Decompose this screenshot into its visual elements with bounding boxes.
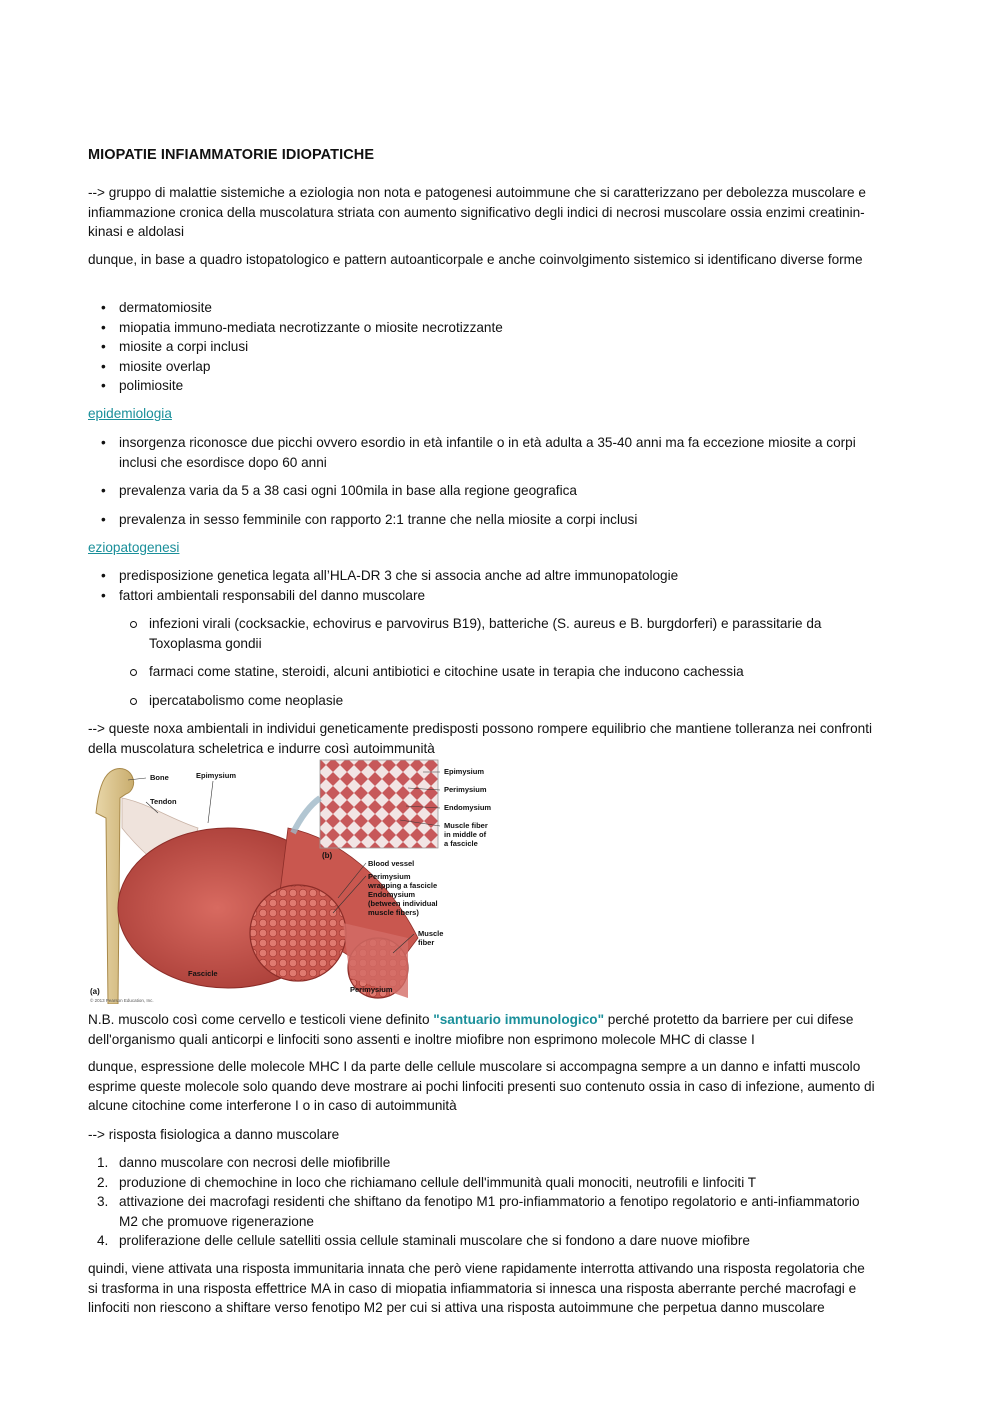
label-fiber-b-1: Muscle fiber	[444, 821, 488, 830]
list-item: 4. proliferazione delle cellule satelliti ossia cellule staminali muscolare che si fondono a dare nuove miofibre	[97, 1233, 750, 1248]
label-fiber-b-3: a fascicle	[444, 839, 478, 848]
list-item: • fattori ambientali responsabili del danno muscolare	[88, 586, 878, 606]
label-endomysium-2: (between individual	[368, 899, 438, 908]
list-item: • insorgenza riconosce due picchi ovvero esordio in età infantile o in età adulta a 35-40 anni ma fa eccezione miosite a corpi inclusi che esordisce dopo 60 anni	[88, 433, 878, 472]
immunological-sanctuary-highlight: "santuario immunologico"	[433, 1012, 605, 1027]
noxa-paragraph: --> queste noxa ambientali in individui geneticamente predisposti possono rompere equilibrio che mantiene tolleranza nei confronti della muscolatura scheletrica e indurre così autoimmunità	[88, 721, 872, 756]
label-panel-a: (a)	[90, 987, 100, 996]
sub-list-item: farmaci come statine, steroidi, alcuni antibiotici e citochine usate in terapia che inducono cachessia	[88, 662, 878, 682]
conclusion-paragraph: quindi, viene attivata una risposta immunitaria innata che però viene rapidamente interrotta attivando una risposta regolatoria che si trasforma in una risposta effettrice MA in caso di miopatia infiammatoria si innesca una risposta aberrante perché macrofagi e linfociti non riescono a shiftare verso fenotipo M2 per cui si attiva una risposta autoimmune che perpetua danno muscolare	[88, 1261, 865, 1315]
label-fascicle: Fascicle	[188, 969, 218, 978]
label-epimysium-a: Epimysium	[196, 771, 237, 780]
forms-intro-paragraph: dunque, in base a quadro istopatologico e pattern autoanticorpale e anche coinvolgimento sistemico si identificano diverse forme	[88, 252, 863, 267]
page-title: MIOPATIE INFIAMMATORIE IDIOPATICHE	[88, 147, 375, 163]
label-muscle-fiber-2: fiber	[418, 938, 435, 947]
sub-list-item: infezioni virali (cocksackie, echovirus e parvovirus B19), batteriche (S. aureus e B. burgdorferi) e parassitarie da Toxoplasma gondii	[88, 614, 878, 653]
list-item: • dermatomiosite	[88, 298, 878, 318]
response-intro: --> risposta fisiologica a danno muscolare	[88, 1127, 340, 1142]
list-item: • predisposizione genetica legata all’HLA-DR 3 che si associa anche ad altre immunopatologie	[88, 566, 878, 586]
label-panel-b: (b)	[322, 851, 333, 860]
sub-list-item: ipercatabolismo come neoplasie	[88, 691, 878, 711]
list-item: 2. produzione di chemochine in loco che richiamano cellule dell'immunità quali monociti, neutrofili e linfociti T	[97, 1174, 757, 1190]
list-item: • miosite a corpi inclusi	[88, 337, 878, 357]
list-item: • miopatia immuno-mediata necrotizzante o miosite necrotizzante	[88, 318, 878, 338]
figure-copyright: © 2013 Pearson Education, Inc.	[90, 998, 154, 1003]
forms-list	[88, 298, 878, 396]
label-muscle-fiber-1: Muscle	[418, 929, 444, 938]
muscle-anatomy-illustration	[88, 758, 508, 1004]
label-perimysium-a: Perimysium	[350, 985, 393, 994]
label-perimysium-b: Perimysium	[444, 785, 487, 794]
mhc-paragraph: dunque, espressione delle molecole MHC I da parte delle cellule muscolare si accompagna sempre a un danno e infatti muscolo esprime queste molecole solo quando deve mostrare ai pochi linfociti presenti suo contenuto ossia in caso di infezione, aumento di alcune citochine come interferone I o in caso di autoimmunità	[88, 1059, 875, 1113]
label-epimysium-b: Epimysium	[444, 767, 485, 776]
label-perimysium-wrap-2: wrapping a fascicle	[368, 881, 438, 890]
nb-text-end: perché protetto da barriere per cui difese dell'organismo quali anticorpi e linfociti sono assenti e inoltre miofibre non esprimono molecole MHC di classe I	[88, 1012, 854, 1047]
muscle-structure-figure	[88, 758, 508, 1004]
epidemiology-list	[88, 433, 878, 538]
list-item: • polimiosite	[88, 376, 878, 396]
label-perimysium-wrap-1: Perimysium	[368, 872, 411, 881]
label-endomysium-b: Endomysium	[444, 803, 492, 812]
epidemiology-link[interactable]: epidemiologia	[88, 406, 172, 421]
list-item: • miosite overlap	[88, 357, 878, 377]
list-item: 1. danno muscolare con necrosi delle miofibrille	[97, 1155, 391, 1170]
label-endomysium-1: Endomysium	[368, 890, 416, 899]
etiopathogenesis-link[interactable]: eziopatogenesi	[88, 540, 180, 555]
label-fiber-b-2: in middle of	[444, 830, 487, 839]
intro-paragraph: --> gruppo di malattie sistemiche a eziologia non nota e patogenesi autoimmune che si caratterizzano per debolezza muscolare e infiammazione cronica della muscolatura striata con aumento significativo degli indici di necrosi muscolare ossia enzimi creatinin-kinasi e aldolasi	[88, 185, 866, 239]
nb-text: N.B. muscolo così come cervello e testicoli viene definito	[88, 1012, 434, 1027]
environmental-factors-sublist	[88, 614, 878, 719]
nb-paragraph	[88, 1010, 878, 1049]
label-endomysium-3: muscle fibers)	[368, 908, 419, 917]
list-item: 3. attivazione dei macrofagi residenti che shiftano da fenotipo M1 pro-infiammatorio a fenotipo regolatorio e anti-infiammatorio M2 che promuove rigenerazione	[97, 1194, 860, 1229]
list-item: • prevalenza varia da 5 a 38 casi ogni 100mila in base alla regione geografica	[88, 481, 878, 501]
response-list	[88, 1153, 878, 1251]
label-bone: Bone	[150, 773, 169, 782]
etiopathogenesis-list	[88, 566, 878, 605]
label-tendon: Tendon	[150, 797, 177, 806]
label-blood-vessel: Blood vessel	[368, 859, 415, 868]
list-item: • prevalenza in sesso femminile con rapporto 2:1 tranne che nella miosite a corpi inclusi	[88, 510, 878, 530]
